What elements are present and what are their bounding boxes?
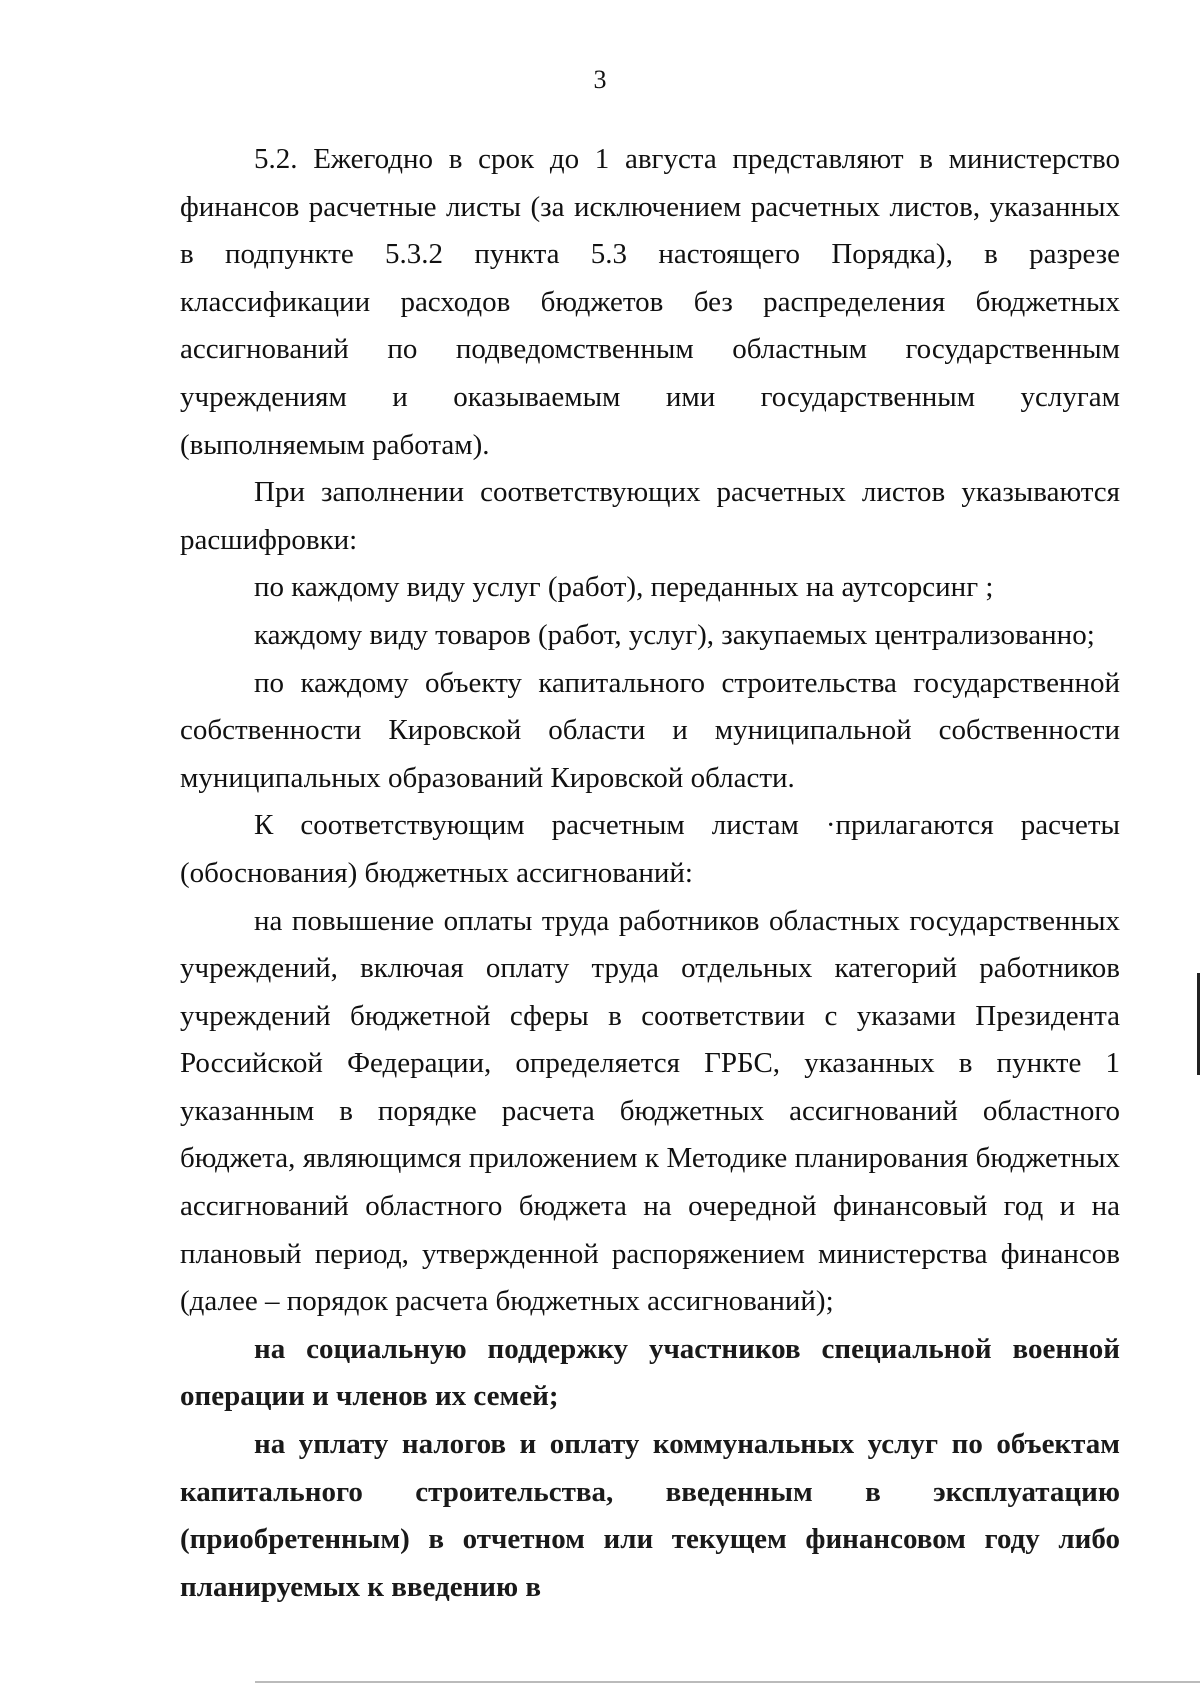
paragraph-outsourcing: по каждому виду услуг (работ), переданных на аутсорсинг ;: [254, 571, 994, 604]
paragraph-social-support: на социальную поддержку участников специальной военной операции и членов их семей;: [180, 1332, 1120, 1413]
paragraph-capital-construction: по каждому объекту капитального строительства государственной собственности Кировской области и муниципальной собственности муниципальных образований Кировской области.: [180, 666, 1120, 794]
document-body: [180, 136, 1120, 1611]
paragraph-5-2: 5.2. Ежегодно в срок до 1 августа представляют в министерство финансов расчетные листы (за исключением расчетных листов, указанных в подпункте 5.3.2 пункта 5.3 настоящего Порядка), в разрезе классификации расходов бюджетов без распределения бюджетных ассигнований по подведомственным областным государственным учреждениям и оказываемым ими государственным услугам (выполняемым работам).: [180, 143, 1120, 461]
paragraph-centralized-purchases: каждому виду товаров (работ, услуг), закупаемых централизованно;: [254, 618, 1095, 651]
paragraph-attachments-intro: К соответствующим расчетным листам ·прилагаются расчеты (обоснования) бюджетных ассигнований:: [180, 809, 1120, 889]
page-number: 3: [593, 65, 607, 94]
paragraph-wage-increase: на повышение оплаты труда работников областных государственных учреждений, включая оплату труда отдельных категорий работников учреждений бюджетной сферы в соответствии с указами Президента Российской Федерации, определяется ГРБС, указанных в пункте 1 указанным в порядке расчета бюджетных ассигнований областного бюджета, являющимся приложением к Методике планирования бюджетных ассигнований областного бюджета на очередной финансовый год и на плановый период, утвержденной распоряжением министерства финансов (далее – порядок расчета бюджетных ассигнований);: [180, 904, 1120, 1318]
paragraph-decoding-intro: При заполнении соответствующих расчетных листов указываются расшифровки:: [180, 476, 1120, 556]
paragraph-taxes-utilities: на уплату налогов и оплату коммунальных услуг по объектам капитального строительства, введенным в эксплуатацию (приобретенным) в отчетном или текущем финансовом году либо планируемых к введению в: [180, 1428, 1120, 1603]
